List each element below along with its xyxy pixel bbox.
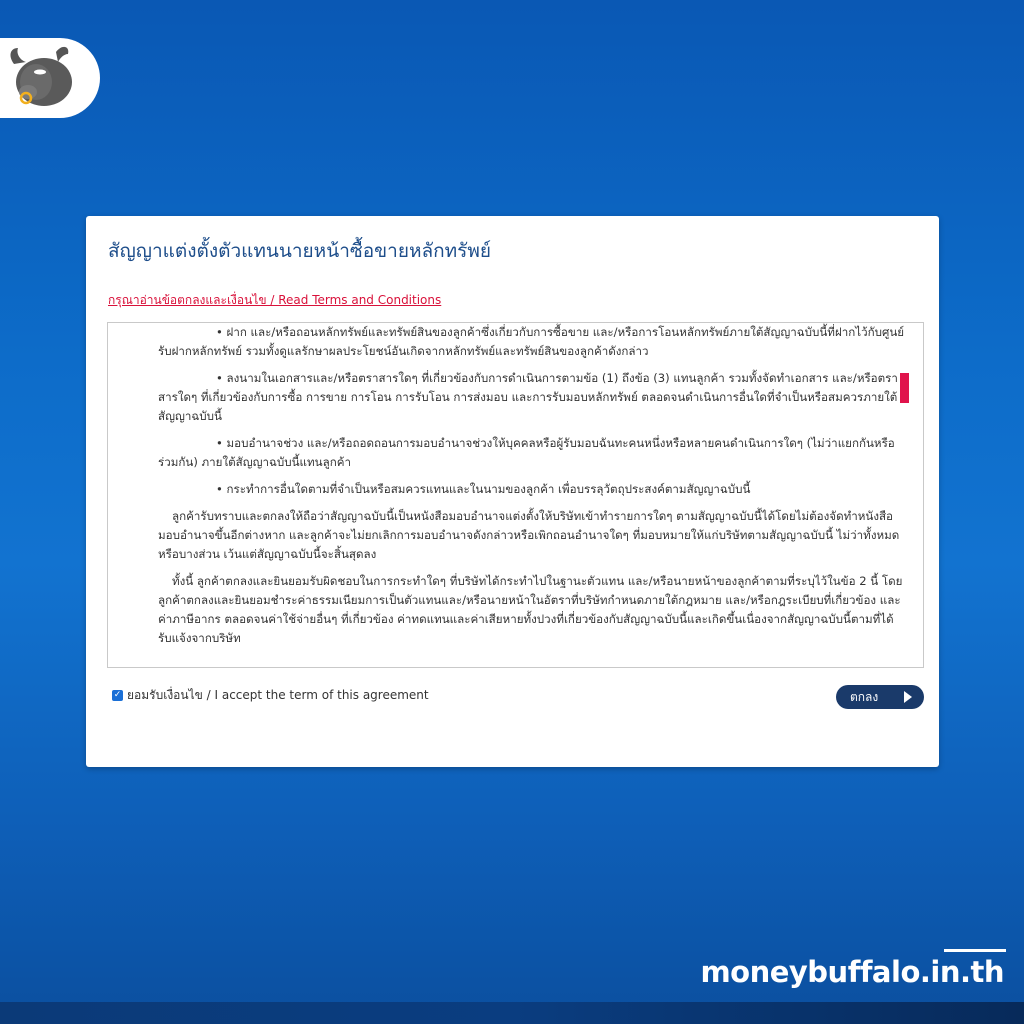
- bottom-strip: [0, 1002, 1024, 1024]
- brand-line: [944, 949, 1006, 952]
- terms-scroll-box[interactable]: [107, 322, 924, 668]
- terms-paragraph: • กระทำการอื่นใดตามที่จำเป็นหรือสมควรแทนและในนามของลูกค้า เพื่อบรรลุวัตถุประสงค์ตามสัญญาฉบับนี้: [216, 482, 751, 496]
- terms-paragraph: ลูกค้ารับทราบและตกลงให้ถือว่าสัญญาฉบับนี้เป็นหนังสือมอบอำนาจแต่งตั้งให้บริษัทเข้าทำรายการใดๆ ตามสัญญาฉบับนี้ได้โดยไม่ต้องจัดทำหนังสือมอบอำนาจขึ้นอีกต่างหาก และลูกค้าจะไม่ยกเลิกการมอบอำนาจดังกล่าวหรือเพิกถอนอำนาจใดๆ ที่มอบหมายให้แก่บริษัทตามสัญญาฉบับนี้ ไม่ว่าทั้งหมดหรือบางส่วน เว้นแต่สัญญาฉบับนี้จะสิ้นสุดลง: [158, 509, 900, 561]
- accept-row[interactable]: [112, 686, 429, 705]
- ok-button[interactable]: [836, 685, 924, 709]
- terms-paragraph: • ลงนามในเอกสารและ/หรือตราสารใดๆ ที่เกี่ยวข้องกับการดำเนินการตามข้อ (1) ถึงข้อ (3) แทนลูกค้า รวมทั้งจัดทำเอกสาร และ/หรือตราสารใดๆ ที่เกี่ยวข้องกับการซื้อ การขาย การโอน การรับโอน การส่งมอบ และการรับมอบหลักทรัพย์ ตลอดจนดำเนินการอื่นใดที่จำเป็นหรือสมควรภายใต้สัญญาฉบับนี้: [158, 371, 898, 423]
- accept-checkbox[interactable]: ✓: [113, 690, 122, 700]
- terms-link[interactable]: กรุณาอ่านข้อตกลงและเงื่อนไข / Read Terms and Conditions: [108, 293, 442, 307]
- brand-watermark: moneybuffalo.in.th: [700, 955, 1004, 989]
- terms-paragraph: • มอบอำนาจช่วง และ/หรือถอดถอนการมอบอำนาจช่วงให้บุคคลหรือผู้รับมอบฉันทะคนหนึ่งหรือหลายคนดำเนินการใดๆ (ไม่ว่าแยกกันหรือร่วมกัน) ภายใต้สัญญาฉบับนี้แทนลูกค้า: [158, 436, 895, 469]
- ok-button-label: ตกลง: [850, 689, 879, 704]
- agreement-dialog: [86, 216, 939, 767]
- scrollbar-thumb[interactable]: [900, 373, 909, 403]
- terms-paragraph: • ฝาก และ/หรือถอนหลักทรัพย์และทรัพย์สินของลูกค้าซึ่งเกี่ยวกับการซื้อขาย และ/หรือการโอนหลักทรัพย์ภายใต้สัญญาฉบับนี้ที่ฝากไว้กับศูนย์รับฝากหลักทรัพย์ รวมทั้งดูแลรักษาผลประโยชน์อันเกิดจากหลักทรัพย์และทรัพย์สินของลูกค้าดังกล่าว: [158, 325, 905, 358]
- dialog-title: สัญญาแต่งตั้งตัวแทนนายหน้าซื้อขายหลักทรัพย์: [108, 240, 492, 262]
- accept-label[interactable]: ยอมรับเงื่อนไข / I accept the term of this agreement: [127, 688, 429, 702]
- play-arrow-icon: [904, 691, 912, 703]
- terms-paragraph: ทั้งนี้ ลูกค้าตกลงและยินยอมรับผิดชอบในการกระทำใดๆ ที่บริษัทได้กระทำไปในฐานะตัวแทน และ/หรือนายหน้าของลูกค้าตามที่ระบุไว้ในข้อ 2 นี้ โดยลูกค้าตกลงและยินยอมชำระค่าธรรมเนียมการเป็นตัวแทนและ/หรือนายหน้าในอัตราที่บริษัทกำหนดภายใต้กฎหมาย และ/หรือกฎระเบียบที่เกี่ยวข้อง และค่าภาษีอากร ตลอดจนค่าใช้จ่ายอื่นๆ ที่เกี่ยวข้อง ค่าทดแทนและค่าเสียหายทั้งปวงที่เกี่ยวข้องกับสัญญาฉบับนี้และเกิดขึ้นเนื่องจากสัญญาฉบับนี้ตามที่ได้รับแจ้งจากบริษัท: [158, 574, 903, 645]
- buffalo-logo-icon: [6, 42, 84, 114]
- logo-badge: [0, 38, 100, 118]
